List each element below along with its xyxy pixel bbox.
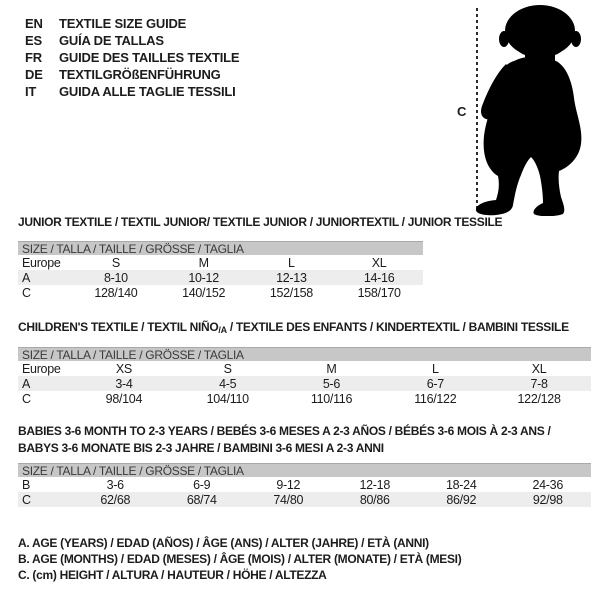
baby-silhouette-icon (468, 4, 598, 216)
table-cell: 158/170 (357, 285, 401, 300)
table-cell: 86/92 (446, 492, 477, 507)
language-code: EN (25, 16, 43, 31)
babies-title-line2: BABYS 3-6 MONATE BIS 2-3 JAHRE / BAMBINI 3-6 MESI A 2-3 ANNI (18, 441, 384, 455)
table-cell: 9-12 (276, 477, 301, 492)
table-cell: M (198, 255, 209, 270)
table-row (18, 477, 591, 492)
babies-size-table (18, 463, 591, 507)
table-cell: 4-5 (219, 376, 237, 391)
table-cell: 7-8 (530, 376, 548, 391)
table-cell: 116/122 (414, 391, 457, 406)
table-cell: 24-36 (532, 477, 563, 492)
table-cell: 80/86 (359, 492, 390, 507)
row-label: A (22, 376, 31, 391)
table-cell: 152/158 (269, 285, 313, 300)
language-label: GUIDE DES TAILLES TEXTILE (59, 50, 240, 65)
junior-size-table (18, 241, 423, 300)
table-cell: 74/80 (273, 492, 304, 507)
babies-title-line1: BABIES 3-6 MONTH TO 2-3 YEARS / BEBÉS 3-6 MESES A 2-3 AÑOS / BÉBÉS 3-6 MOIS À 2-3 ANS / (18, 424, 551, 438)
babies-section-title (18, 423, 550, 457)
children-size-table (18, 347, 591, 406)
table-cell: 98/104 (105, 391, 143, 406)
size-header-bar: SIZE / TALLA / TAILLE / GRÖSSE / TAGLIA (18, 241, 423, 255)
language-label: TEXTILGRÖßENFÜHRUNG (59, 67, 221, 82)
row-label: Europe (22, 361, 61, 376)
row-label: A (22, 270, 31, 285)
footnote-a: A. AGE (YEARS) / EDAD (AÑOS) / ÂGE (ANS) / ALTER (JAHRE) / ETÀ (ANNI) (18, 536, 429, 550)
footnotes (18, 535, 461, 583)
row-label: C (22, 285, 31, 300)
row-label: B (22, 477, 31, 492)
row-label: Europe (22, 255, 61, 270)
language-label: TEXTILE SIZE GUIDE (59, 16, 187, 31)
size-header-bar: SIZE / TALLA / TAILLE / GRÖSSE / TAGLIA (18, 347, 591, 361)
table-cell: 128/140 (94, 285, 138, 300)
table-cell: 104/110 (206, 391, 249, 406)
junior-section-title: JUNIOR TEXTILE / TEXTIL JUNIOR/ TEXTILE JUNIOR / JUNIORTEXTIL / JUNIOR TESSILE (18, 215, 503, 229)
language-code: ES (25, 33, 42, 48)
row-label: C (22, 492, 31, 507)
footnote-b: B. AGE (MONTHS) / EDAD (MESES) / ÂGE (MOIS) / ALTER (MONATE) / ETÀ (MESI) (18, 552, 462, 566)
children-title-text: / TEXTILE DES ENFANTS / KINDERTEXTIL / BAMBINI TESSILE (226, 320, 569, 334)
baby-silhouette (476, 5, 581, 216)
table-cell: XS (115, 361, 132, 376)
table-cell: 110/116 (310, 391, 353, 406)
language-code: DE (25, 67, 43, 82)
footnote-c: C. (cm) HEIGHT / ALTURA / HAUTEUR / HÖHE / ALTEZZA (18, 568, 327, 582)
language-code: IT (25, 84, 37, 99)
table-cell: 18-24 (446, 477, 477, 492)
children-section-title (18, 320, 569, 338)
table-cell: 6-7 (426, 376, 444, 391)
height-label-c: C (457, 104, 467, 119)
language-label: GUÍA DE TALLAS (59, 33, 164, 48)
table-cell: 3-6 (106, 477, 124, 492)
table-cell: L (288, 255, 295, 270)
table-cell: 140/152 (182, 285, 226, 300)
language-row (25, 32, 239, 49)
table-cell: 62/68 (100, 492, 131, 507)
table-cell: 6-9 (193, 477, 211, 492)
language-row (25, 83, 239, 100)
table-cell: 92/98 (532, 492, 563, 507)
table-cell: XL (531, 361, 547, 376)
table-row (18, 391, 591, 406)
table-row (18, 361, 591, 376)
language-row (25, 15, 239, 32)
table-cell: 3-4 (115, 376, 133, 391)
table-cell: 5-6 (322, 376, 341, 391)
table-cell: 10-12 (188, 270, 219, 285)
table-cell: M (326, 361, 337, 376)
language-row (25, 66, 239, 83)
table-row (18, 270, 423, 285)
size-header-bar: SIZE / TALLA / TAILLE / GRÖSSE / TAGLIA (18, 463, 591, 477)
children-title-text: CHILDREN'S TEXTILE / TEXTIL NIÑO (18, 320, 219, 334)
table-cell: 68/74 (186, 492, 217, 507)
table-row (18, 492, 591, 507)
table-cell: XL (371, 255, 387, 270)
language-code: FR (25, 50, 42, 65)
language-list (25, 15, 239, 100)
table-cell: 12-18 (359, 477, 390, 492)
row-label: C (22, 391, 31, 406)
table-cell: S (223, 361, 232, 376)
table-row (18, 255, 423, 270)
language-label: GUIDA ALLE TAGLIE TESSILI (59, 84, 236, 99)
language-row (25, 49, 239, 66)
table-cell: 12-13 (276, 270, 307, 285)
table-cell: S (111, 255, 120, 270)
table-row (18, 376, 591, 391)
table-cell: 8-10 (103, 270, 128, 285)
table-cell: 122/128 (517, 391, 561, 406)
table-cell: 14-16 (363, 270, 395, 285)
children-title-subscript: /A (218, 325, 227, 335)
table-row (18, 285, 423, 300)
measurement-figure (450, 2, 600, 216)
table-cell: L (431, 361, 439, 376)
